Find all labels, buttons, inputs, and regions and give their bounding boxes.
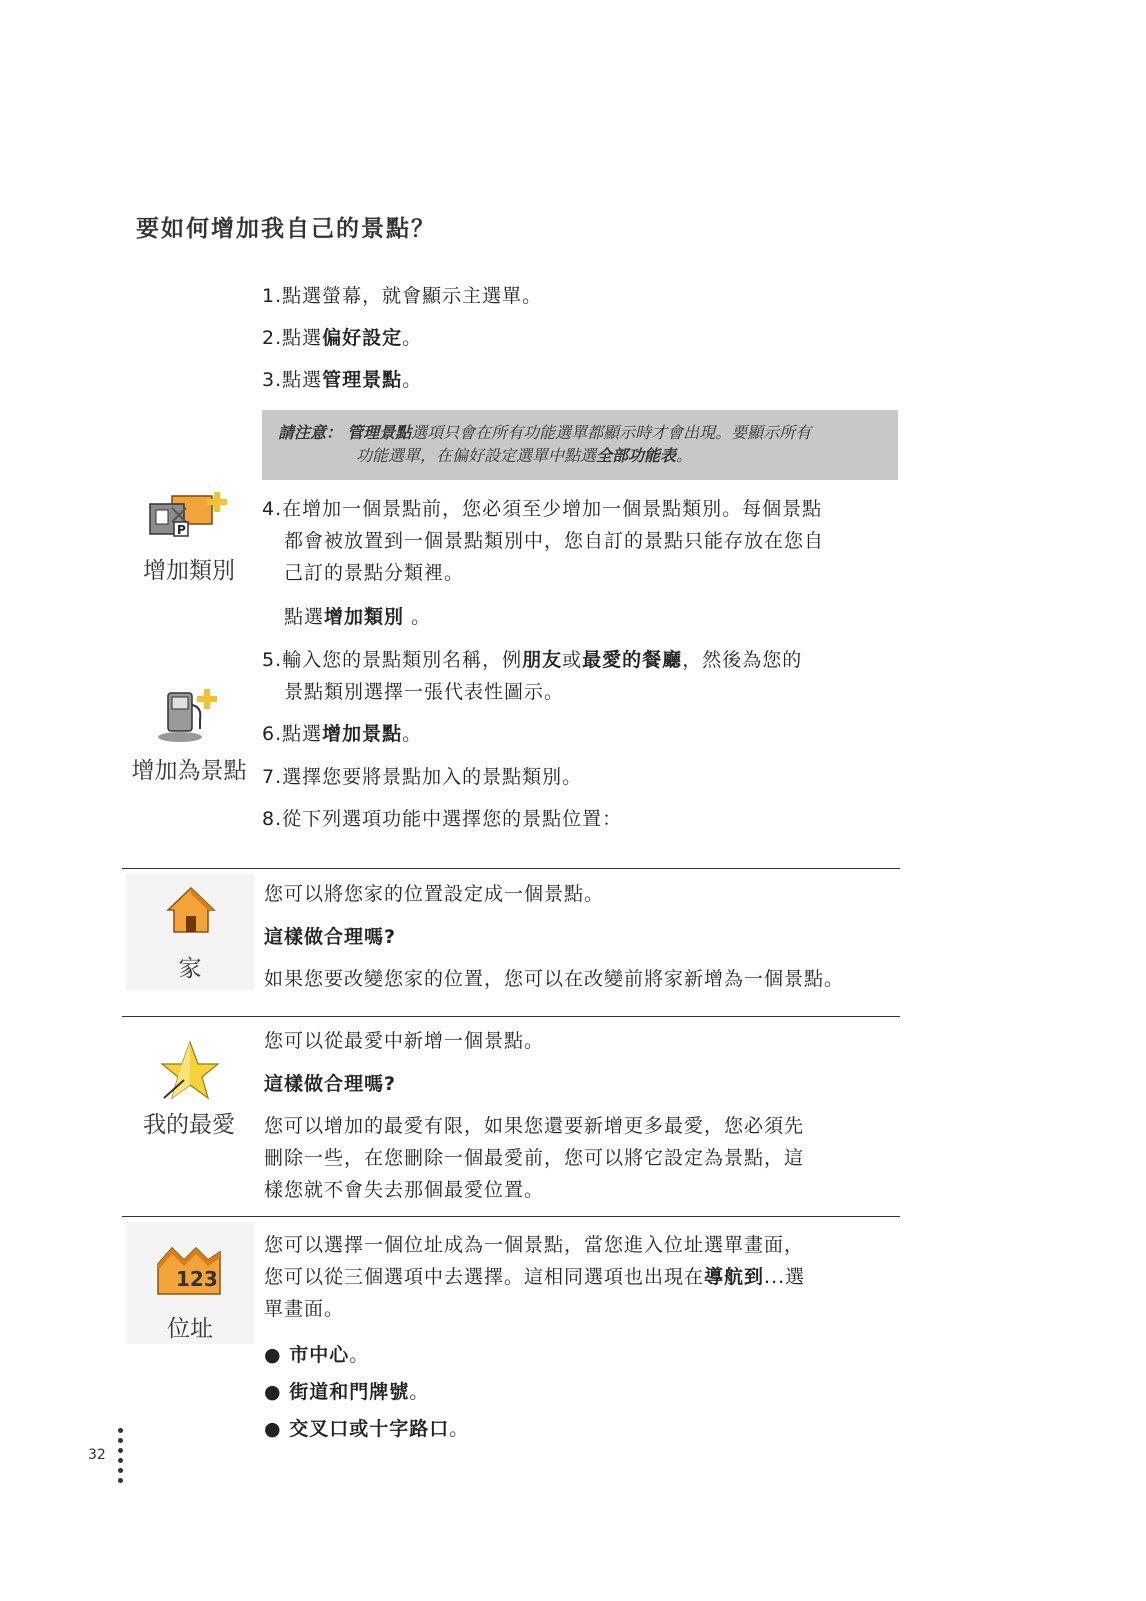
address-description [264, 1229, 900, 1325]
step-7: 7.選擇您要將景點加入的景點類別。 [262, 766, 583, 788]
bullet-tail: 。 [409, 1381, 430, 1403]
address-line-2-prefix: 您可以從三個選項中去選擇。這相同選項也出現在 [264, 1266, 705, 1288]
step-4-action-bold: 增加類別 [324, 606, 405, 628]
favorite-answer [264, 1110, 900, 1206]
note-bold-1: 管理景點 [347, 423, 412, 442]
home-question: 這樣做合理嗎? [264, 926, 397, 948]
note-end: 。 [676, 446, 693, 465]
step-5-suffix: ，然後為您的 [682, 649, 803, 671]
favorite-answer-line-3: 樣您就不會失去那個最愛位置。 [264, 1179, 545, 1201]
bullet-item [264, 1377, 429, 1404]
decor-dot [118, 1438, 123, 1443]
step-6 [262, 718, 902, 750]
divider [122, 1216, 900, 1217]
bullet-dot: ● [264, 1418, 282, 1440]
favorite-question: 這樣做合理嗎? [264, 1073, 397, 1095]
decor-dot [118, 1468, 123, 1473]
step-6-bold: 增加景點 [322, 723, 403, 745]
address-line-2-suffix: ...選 [764, 1266, 806, 1288]
address-label: 位址 [167, 1316, 213, 1342]
home-icon [164, 884, 218, 942]
address-icon-box [126, 1222, 254, 1344]
step-2-prefix: 2.點選 [262, 327, 323, 349]
step-4-action-prefix: 點選 [284, 606, 325, 628]
address-icon-digits: 123 [176, 1267, 218, 1291]
address-line-2-bold: 導航到 [704, 1266, 765, 1288]
step-4-line-1: 4.在增加一個景點前，您必須至少增加一個景點類別。每個景點 [262, 498, 823, 520]
bullet-text: 交叉口或十字路口 [289, 1418, 450, 1440]
step-8: 8.從下列選項功能中選擇您的景點位置： [262, 808, 623, 830]
step-2-suffix: 。 [402, 327, 423, 349]
step-2-bold: 偏好設定 [322, 327, 403, 349]
step-4 [262, 493, 902, 589]
favorite-answer-line-2: 刪除一些，在您刪除一個最愛前，您可以將它設定為景點，這 [264, 1147, 805, 1169]
bullet-dot: ● [264, 1381, 282, 1403]
step-5-prefix: 5.輸入您的景點類別名稱，例 [262, 649, 523, 671]
bullet-text: 市中心 [289, 1344, 350, 1366]
note-text-2: 功能選單，在偏好設定選單中點選 [356, 446, 597, 465]
step-4-line-2: 都會被放置到一個景點類別中，您自訂的景點只能存放在您自 [284, 530, 825, 552]
step-3-prefix: 3.點選 [262, 369, 323, 391]
add-as-poi-label: 增加為景點 [131, 758, 247, 784]
step-3 [262, 364, 902, 396]
svg-text:P: P [177, 523, 186, 537]
favorite-star-icon [156, 1040, 220, 1106]
bullet-tail: 。 [349, 1344, 370, 1366]
divider [122, 1016, 900, 1017]
favorite-description: 您可以從最愛中新增一個景點。 [264, 1030, 545, 1052]
step-5-bold-2: 最愛的餐廳 [582, 649, 683, 671]
step-6-suffix: 。 [402, 723, 423, 745]
bullet-item [264, 1340, 369, 1367]
home-description: 您可以將您家的位置設定成一個景點。 [264, 883, 605, 905]
note-box [262, 410, 898, 480]
step-5-bold-1: 朋友 [522, 649, 563, 671]
step-4-line-3: 己訂的景點分類裡。 [284, 562, 465, 584]
step-4-action-suffix: 。 [404, 606, 432, 628]
favorite-label: 我的最愛 [143, 1112, 235, 1138]
address-line-1: 您可以選擇一個位址成為一個景點，當您進入位址選單畫面， [264, 1234, 805, 1256]
decor-dot [118, 1428, 123, 1433]
address-line-2 [264, 1261, 900, 1293]
add-as-poi-icon [150, 683, 230, 745]
step-2 [262, 322, 902, 354]
decor-dot [118, 1458, 123, 1463]
note-text-1: 選項只會在所有功能選單都顯示時才會出現。要顯示所有 [411, 423, 812, 442]
step-4-action [262, 601, 924, 633]
decor-dot [118, 1478, 123, 1483]
bullet-item [264, 1414, 469, 1441]
step-5-mid: 或 [562, 649, 583, 671]
favorite-answer-line-1: 您可以增加的最愛有限，如果您還要新增更多最愛，您必須先 [264, 1115, 805, 1137]
home-icon-box [126, 874, 254, 990]
step-5-line-1 [262, 644, 902, 676]
home-label: 家 [178, 956, 202, 982]
add-category-icon [142, 488, 238, 544]
note-line-2 [278, 444, 882, 467]
decor-dot [118, 1448, 123, 1453]
step-5 [262, 644, 902, 708]
note-bold-2: 全部功能表 [596, 446, 677, 465]
note-label: 請注意： [278, 423, 343, 442]
home-answer: 如果您要改變您家的位置，您可以在改變前將家新增為一個景點。 [264, 968, 845, 990]
bullet-dot: ● [264, 1344, 282, 1366]
step-3-suffix: 。 [402, 369, 423, 391]
step-1: 1.點選螢幕，就會顯示主選單。 [262, 285, 543, 307]
note-line-1 [278, 421, 882, 444]
bullet-tail: 。 [449, 1418, 470, 1440]
address-icon [154, 1242, 226, 1304]
page-heading: 要如何增加我自己的景點？ [136, 216, 436, 242]
step-5-line-2: 景點類別選擇一張代表性圖示。 [284, 681, 565, 703]
bullet-text: 街道和門牌號 [289, 1381, 410, 1403]
page-number: 32 [88, 1447, 106, 1463]
step-3-bold: 管理景點 [322, 369, 403, 391]
step-6-prefix: 6.點選 [262, 723, 323, 745]
address-line-3: 單畫面。 [264, 1298, 345, 1320]
divider [122, 868, 900, 869]
add-category-label: 增加類別 [143, 558, 235, 584]
